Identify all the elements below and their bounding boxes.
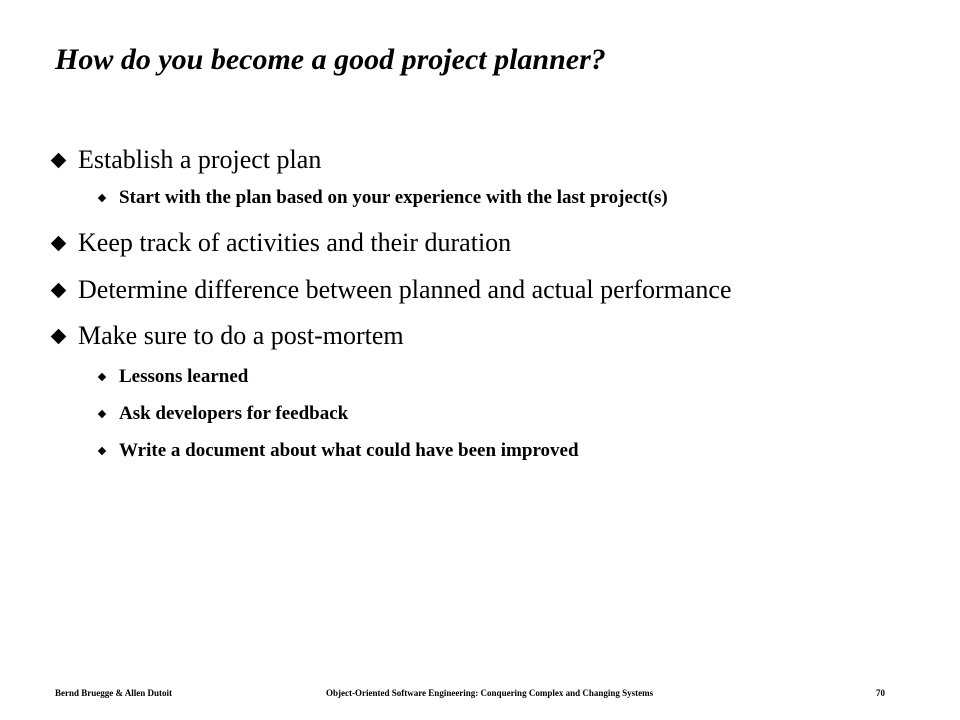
sub-bullet-text: Ask developers for feedback <box>119 403 349 424</box>
footer-authors: Bernd Bruegge & Allen Dutoit <box>55 688 172 698</box>
slide-footer <box>0 688 960 704</box>
sub-bullet-item <box>98 402 348 426</box>
sub-bullet-text: Write a document about what could have been improved <box>119 440 579 461</box>
sub-bullet-item <box>98 365 248 389</box>
sub-bullet-item <box>98 186 668 210</box>
bullet-text: Make sure to do a post-mortem <box>78 321 404 350</box>
page-number: 70 <box>876 688 885 698</box>
bullet-text: Keep track of activities and their duration <box>78 228 512 257</box>
sub-bullet-item <box>98 439 579 463</box>
bullet-text: Establish a project plan <box>78 145 322 174</box>
slide-title: How do you become a good project planner? <box>55 43 606 76</box>
bullet-item <box>50 321 404 351</box>
footer-book-title: Object-Oriented Software Engineering: Conquering Complex and Changing Systems <box>326 688 654 698</box>
bullet-item <box>50 275 732 305</box>
bullet-text: Determine difference between planned and actual performance <box>78 275 732 304</box>
sub-bullet-text: Lessons learned <box>119 366 249 387</box>
bullet-item <box>50 228 511 258</box>
bullet-item <box>50 145 321 175</box>
sub-bullet-text: Start with the plan based on your experience with the last project(s) <box>119 187 668 208</box>
